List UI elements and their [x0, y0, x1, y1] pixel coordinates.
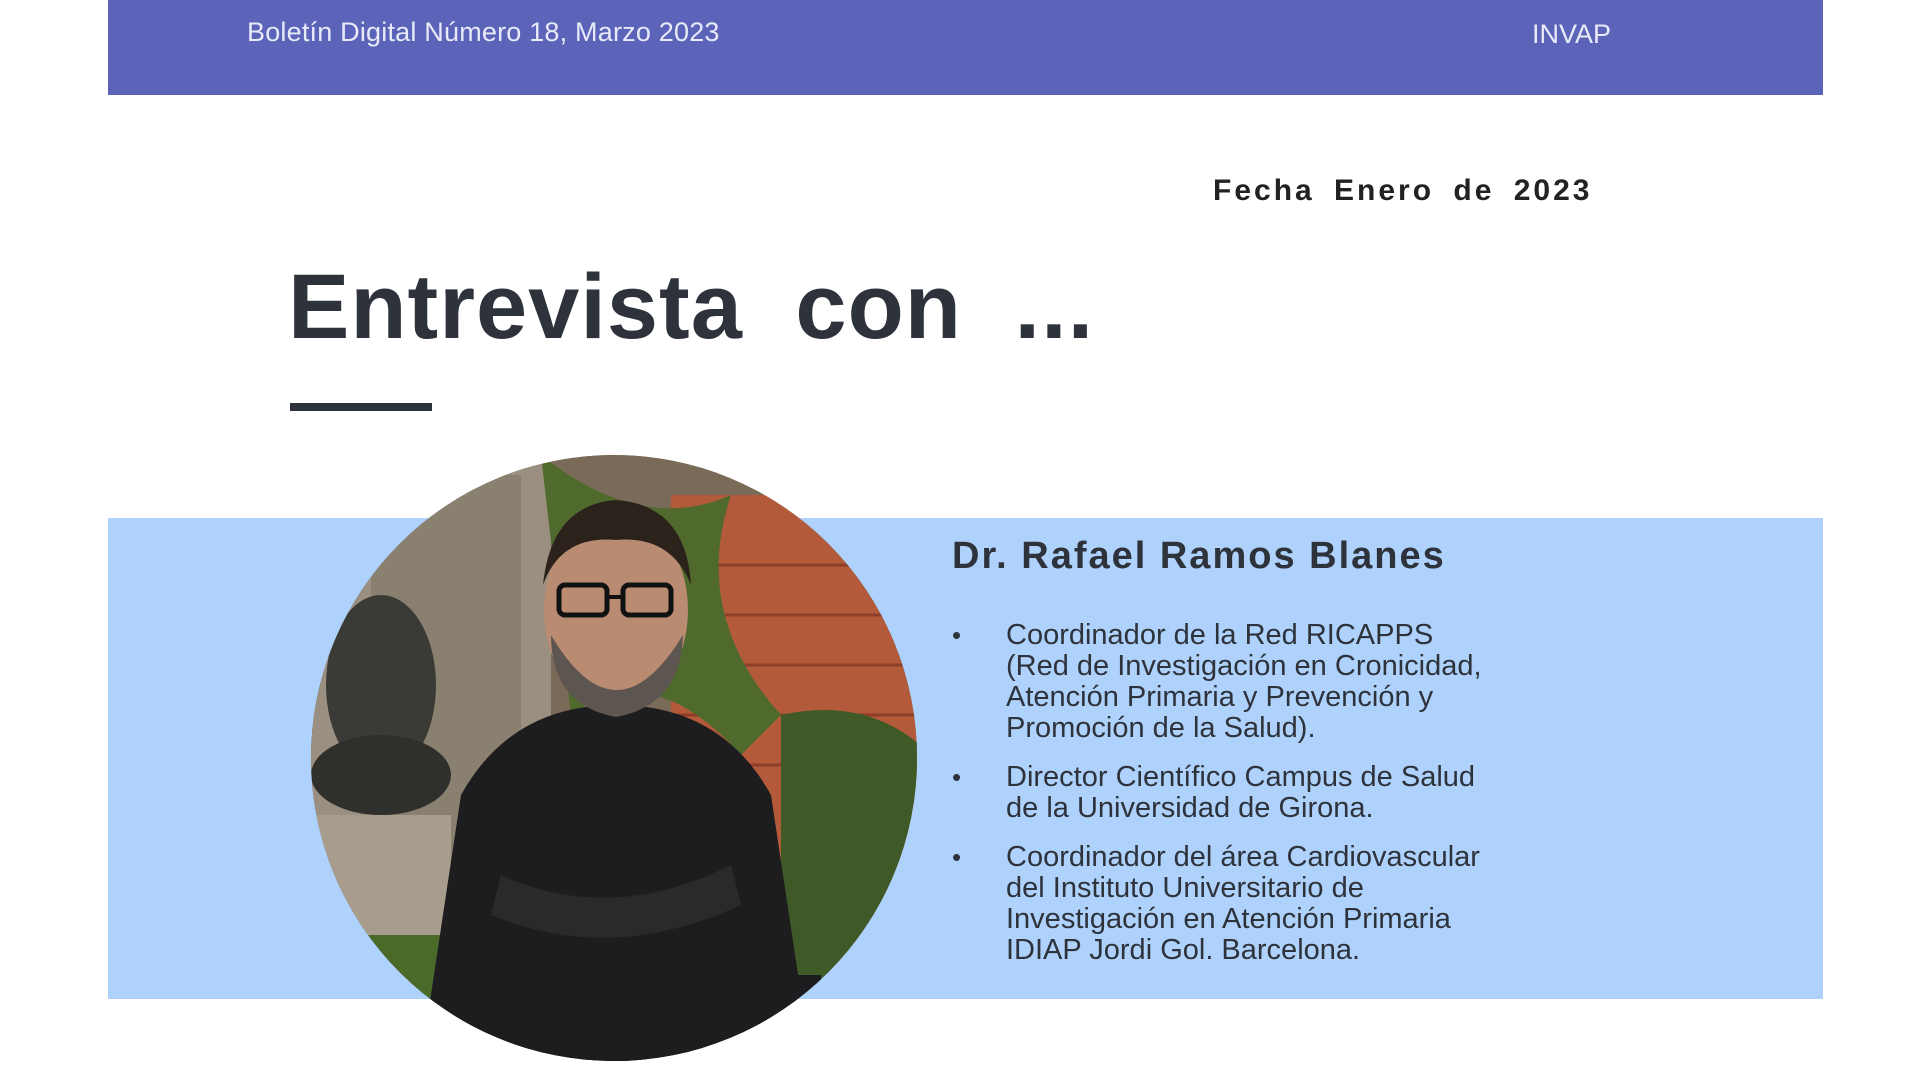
bio-line: Coordinador de la Red RICAPPS: [1006, 619, 1434, 651]
bio-line: Investigación en Atención Primaria: [1006, 903, 1451, 935]
bullet-glyph: •: [952, 842, 962, 872]
bio-list: [952, 620, 1572, 984]
bio-item: [952, 762, 1572, 824]
header-bar: [108, 0, 1823, 95]
bullet-glyph: •: [952, 620, 962, 650]
bio-line: Coordinador del área Cardiovascular: [1006, 841, 1480, 873]
bio-line: IDIAP Jordi Gol. Barcelona.: [1006, 934, 1361, 966]
bio-line: Director Científico Campus de Salud: [1006, 761, 1476, 793]
bio-line: de la Universidad de Girona.: [1006, 792, 1374, 824]
profile-name: Dr. Rafael Ramos Blanes: [952, 535, 1446, 577]
title-underline: [290, 403, 432, 411]
bullet-glyph: •: [952, 762, 962, 792]
date-line: Fecha Enero de 2023: [1213, 174, 1593, 207]
page-title: Entrevista con ...: [288, 256, 1095, 358]
bio-item: [952, 842, 1572, 966]
bio-line: Promoción de la Salud).: [1006, 712, 1316, 744]
portrait-photo: [311, 455, 917, 1061]
bio-line: (Red de Investigación en Cronicidad,: [1006, 650, 1482, 682]
issue-label: Boletín Digital Número 18, Marzo 2023: [247, 17, 720, 47]
bio-line: del Instituto Universitario de: [1006, 872, 1364, 904]
bio-line: Atención Primaria y Prevención y: [1006, 681, 1434, 713]
bio-item: [952, 620, 1572, 744]
brand-label: INVAP: [1531, 19, 1611, 49]
